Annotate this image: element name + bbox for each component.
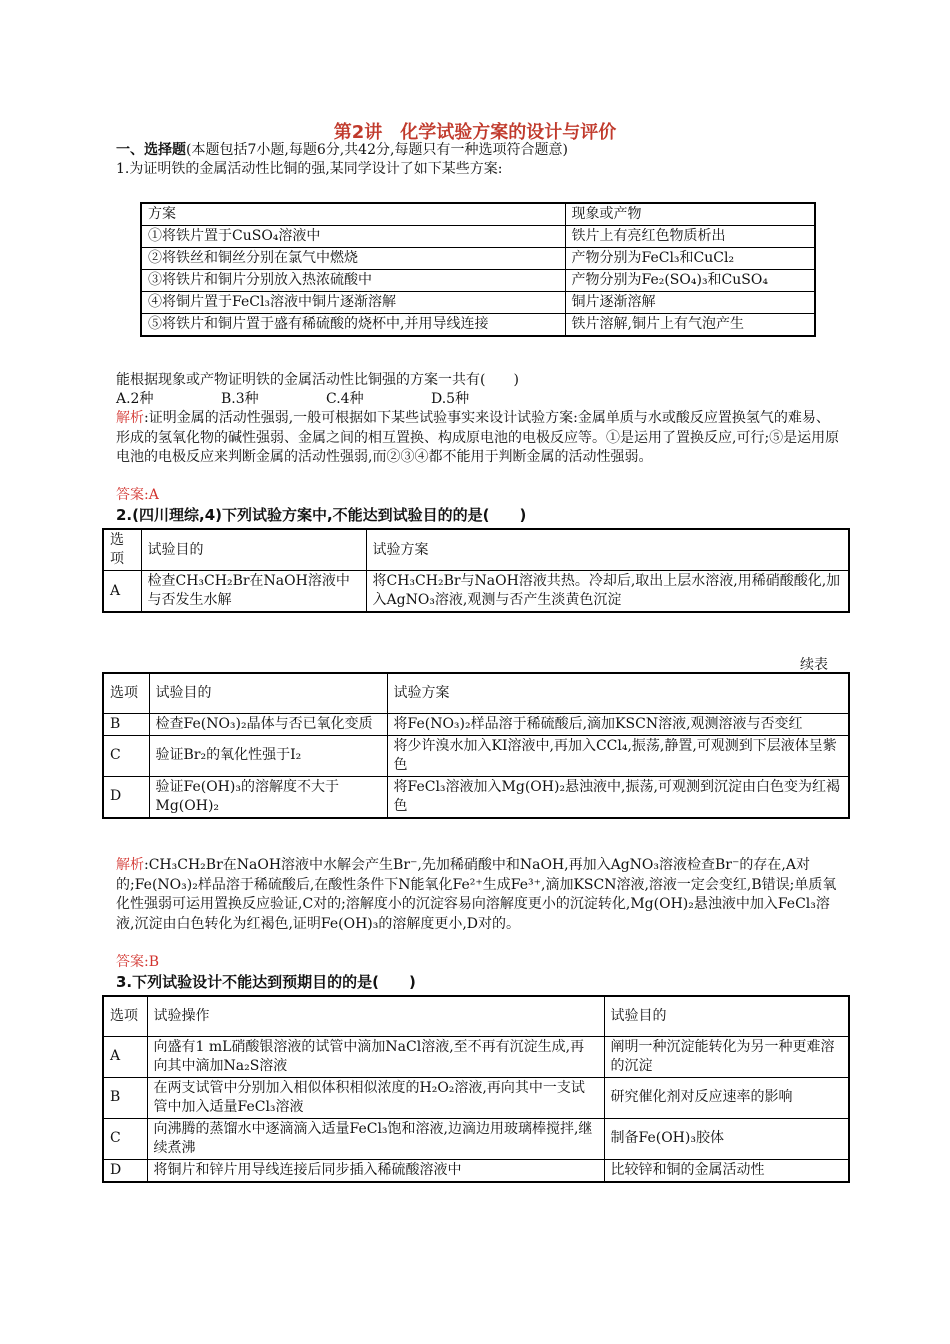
table-cell: A — [103, 571, 141, 613]
page-title: 第2讲 化学试验方案的设计与评价 — [333, 122, 617, 143]
table-cell: ④将铜片置于FeCl₃溶液中铜片逐渐溶解 — [141, 292, 565, 314]
column-header: 选项 — [103, 996, 147, 1036]
table-cell: 铜片逐渐溶解 — [565, 292, 815, 314]
table-header-row — [141, 203, 815, 226]
table-cell: ②将铁丝和铜丝分别在氯气中燃烧 — [141, 248, 565, 270]
answer-value: :A — [144, 487, 159, 503]
table-cell: 产物分别为FeCl₃和CuCl₂ — [565, 248, 815, 270]
table-cell: 将铜片和锌片用导线连接后同步插入稀硫酸溶液中 — [147, 1159, 604, 1182]
table-cell: 检查Fe(NO₃)₂晶体与否已氧化变质 — [149, 713, 387, 735]
option-a: A.2种 — [116, 391, 154, 407]
table-row — [141, 226, 815, 248]
column-header: 试验目的 — [149, 673, 387, 713]
column-header: 试验操作 — [147, 996, 604, 1036]
table-cell: 将少许溴水加入KI溶液中,再加入CCl₄,振荡,静置,可观测到下层液体呈紫色 — [387, 735, 849, 776]
table-cell: 将CH₃CH₂Br与NaOH溶液共热。冷却后,取出上层水溶液,用稀硝酸酸化,加入AgNO₃溶液,观测与否产生淡黄色沉淀 — [366, 571, 849, 613]
column-header: 现象或产物 — [565, 203, 815, 226]
q2-analysis — [116, 856, 840, 934]
table-cell: 产物分别为Fe₂(SO₄)₃和CuSO₄ — [565, 270, 815, 292]
table-cell: D — [103, 776, 149, 818]
table-row — [141, 248, 815, 270]
table-row — [141, 314, 815, 337]
section-header — [116, 141, 568, 159]
q1-answer — [116, 486, 159, 504]
table-cell: D — [103, 1159, 147, 1182]
table-cell: 铁片溶解,铜片上有气泡产生 — [565, 314, 815, 337]
table-cell: ①将铁片置于CuSO₄溶液中 — [141, 226, 565, 248]
analysis-label: 解析 — [116, 857, 144, 873]
table-row — [103, 1036, 849, 1077]
table-cell: 制备Fe(OH)₃胶体 — [604, 1118, 849, 1159]
table-cell: ③将铁片和铜片分别放入热浓硫酸中 — [141, 270, 565, 292]
q1-analysis — [116, 409, 840, 468]
table-cell: 阐明一种沉淀能转化为另一种更难溶的沉淀 — [604, 1036, 849, 1077]
table-cell: 验证Fe(OH)₃的溶解度不大于Mg(OH)₂ — [149, 776, 387, 818]
analysis-label: 解析 — [116, 410, 144, 426]
q1-options — [116, 390, 536, 408]
q3-stem: 3.下列试验设计不能达到预期目的的是( ) — [116, 973, 416, 991]
table-row — [103, 1077, 849, 1118]
table-row — [103, 713, 849, 735]
table-cell: 将Fe(NO₃)₂样品溶于稀硫酸后,滴加KSCN溶液,观测溶液与否变红 — [387, 713, 849, 735]
table-row — [103, 735, 849, 776]
table-cell: C — [103, 735, 149, 776]
answer-value: :B — [144, 954, 160, 970]
table-row — [141, 292, 815, 314]
column-header: 试验目的 — [141, 529, 366, 571]
table-cell: 检查CH₃CH₂Br在NaOH溶液中与否发生水解 — [141, 571, 366, 613]
option-d: D.5种 — [431, 391, 470, 407]
continued-label: 续表 — [800, 657, 828, 673]
column-header: 试验方案 — [366, 529, 849, 571]
table-header-row — [103, 673, 849, 713]
section-label: 一、选择题 — [116, 142, 186, 158]
table-row — [103, 776, 849, 818]
table-cell: ⑤将铁片和铜片置于盛有稀硫酸的烧杯中,并用导线连接 — [141, 314, 565, 337]
table-cell: 在两支试管中分别加入相似体积相似浓度的H₂O₂溶液,再向其中一支试管中加入适量FeCl₃溶液 — [147, 1077, 604, 1118]
q2-stem: 2.(四川理综,4)下列试验方案中,不能达到试验目的的是( ) — [116, 506, 527, 524]
table-header-row — [103, 529, 849, 571]
column-header: 选项 — [103, 529, 141, 571]
q3-table — [102, 995, 850, 1183]
analysis-text: :证明金属的活动性强弱,一般可根据如下某些试验事实来设计试验方案:金属单质与水或酸反应置换氢气的难易、形成的氢氧化物的碱性强弱、金属之间的相互置换、构成原电池的电极反应等。①是运用了置换反应,可行;⑤是运用原电池的电极反应来判断金属的活动性强弱,而②③④都不能用于判断金属的活动性强弱。 — [116, 410, 840, 465]
option-b: B.3种 — [221, 391, 259, 407]
column-header: 试验方案 — [387, 673, 849, 713]
table-cell: 验证Br₂的氧化性强于I₂ — [149, 735, 387, 776]
table-header-row — [103, 996, 849, 1036]
q1-question: 能根据现象或产物证明铁的金属活动性比铜强的方案一共有( ) — [116, 372, 519, 388]
answer-label: 答案 — [116, 487, 144, 503]
table-cell: 研究催化剂对反应速率的影响 — [604, 1077, 849, 1118]
table-cell: B — [103, 1077, 147, 1118]
section-note: (本题包括7小题,每题6分,共42分,每题只有一种选项符合题意) — [186, 142, 568, 158]
table-cell: 向盛有1 mL硝酸银溶液的试管中滴加NaCl溶液,至不再有沉淀生成,再向其中滴加Na₂S溶液 — [147, 1036, 604, 1077]
q2-table — [102, 528, 850, 613]
table-cell: C — [103, 1118, 147, 1159]
q2-table-continued — [102, 672, 850, 819]
table-row — [103, 1159, 849, 1182]
q1-table — [140, 202, 816, 337]
column-header: 试验目的 — [604, 996, 849, 1036]
column-header: 选项 — [103, 673, 149, 713]
table-cell: 比较锌和铜的金属活动性 — [604, 1159, 849, 1182]
table-cell: 向沸腾的蒸馏水中逐滴滴入适量FeCl₃饱和溶液,边滴边用玻璃棒搅拌,继续煮沸 — [147, 1118, 604, 1159]
table-row — [141, 270, 815, 292]
option-c: C.4种 — [326, 391, 364, 407]
table-cell: A — [103, 1036, 147, 1077]
table-row — [103, 571, 849, 613]
table-cell: 将FeCl₃溶液加入Mg(OH)₂悬浊液中,振荡,可观测到沉淀由白色变为红褐色 — [387, 776, 849, 818]
table-cell: 铁片上有亮红色物质析出 — [565, 226, 815, 248]
analysis-text: :CH₃CH₂Br在NaOH溶液中水解会产生Br⁻,先加稀硝酸中和NaOH,再加入AgNO₃溶液检查Br⁻的存在,A对的;Fe(NO₃)₂样品溶于稀硫酸后,在酸性条件下N能氧化Fe²⁺生成Fe³⁺,滴加KSCN溶液,溶液一定会变红,B错误;单质氧化性强弱可运用置换反应验证,C对的;溶解度小的沉淀容易向溶解度更小的沉淀转化,Mg(OH)₂悬浊液中加入FeCl₃溶液,沉淀由白色转化为红褐色,证明Fe(OH)₃的溶解度更小,D对的。 — [116, 857, 837, 932]
table-row — [103, 1118, 849, 1159]
q2-answer — [116, 953, 159, 971]
column-header: 方案 — [141, 203, 565, 226]
table-cell: B — [103, 713, 149, 735]
answer-label: 答案 — [116, 954, 144, 970]
q1-stem: 1.为证明铁的金属活动性比铜的强,某同学设计了如下某些方案: — [116, 161, 503, 177]
